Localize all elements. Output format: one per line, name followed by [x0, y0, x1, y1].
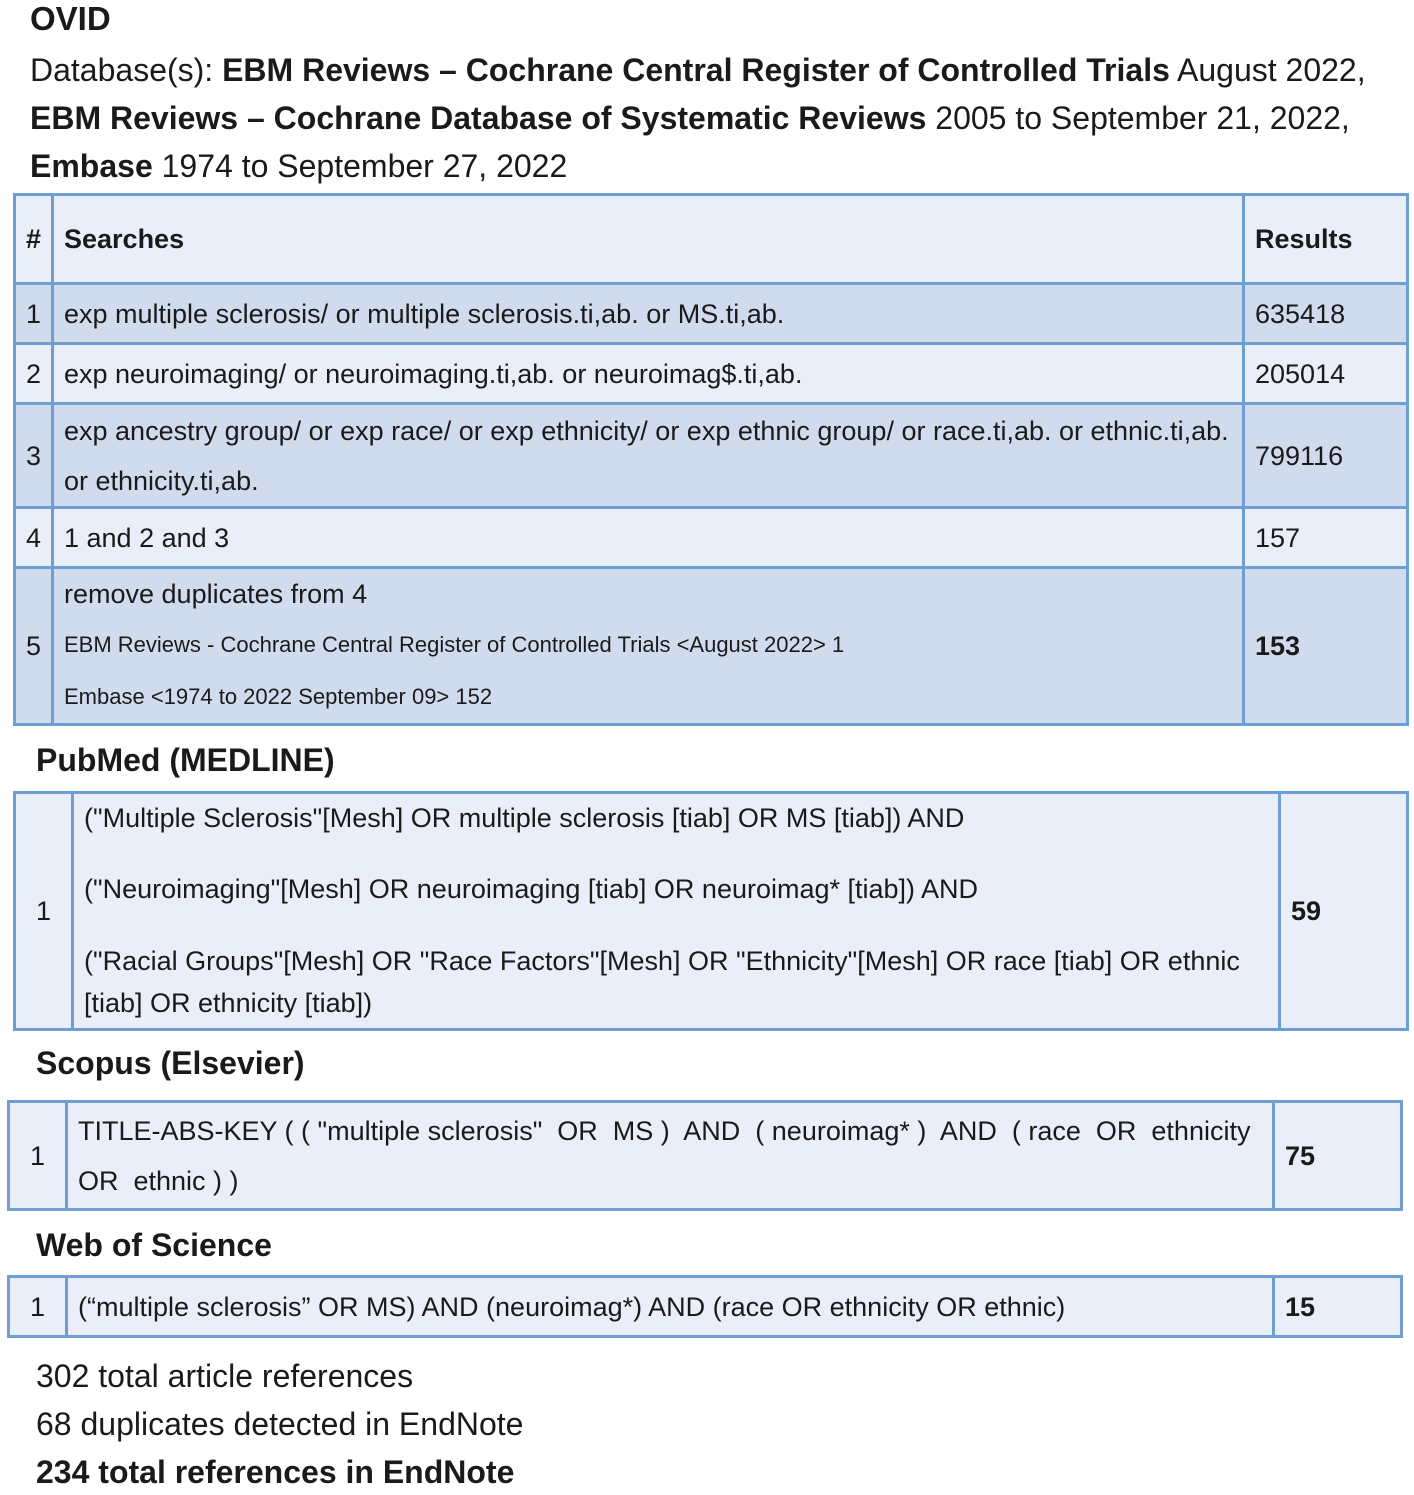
row-search: 1 and 2 and 3	[53, 508, 1244, 568]
row-search: exp neuroimaging/ or neuroimaging.ti,ab. or neuroimag$.ti,ab.	[53, 344, 1244, 404]
row-num: 1	[15, 793, 73, 1030]
row-result: 75	[1274, 1102, 1402, 1210]
table-row	[15, 344, 1408, 404]
table-header-row	[15, 195, 1408, 284]
row-search: TITLE-ABS-KEY ( ( "multiple sclerosis" OR MS ) AND ( neuroimag* ) AND ( race OR ethnicity OR ethnic ) )	[67, 1102, 1274, 1210]
pubmed-query-line-2: ("Neuroimaging"[Mesh] OR neuroimaging [tiab] OR neuroimag* [tiab]) AND	[84, 874, 979, 904]
pubmed-search-table	[13, 791, 1409, 1031]
db1-range: August 2022,	[1169, 52, 1366, 88]
header-results: Results	[1244, 195, 1408, 284]
row-search: exp multiple sclerosis/ or multiple sclerosis.ti,ab. or MS.ti,ab.	[53, 284, 1244, 344]
row-search: remove duplicates from 4	[64, 579, 368, 609]
row-num: 1	[9, 1102, 67, 1210]
wos-search-table	[7, 1275, 1403, 1338]
table-row	[9, 1102, 1402, 1210]
row-result: 799116	[1244, 404, 1408, 508]
table-row	[15, 404, 1408, 508]
ovid-title: OVID	[30, 0, 111, 37]
row-result: 157	[1244, 508, 1408, 568]
scopus-title: Scopus (Elsevier)	[36, 1045, 305, 1081]
ovid-database-description	[30, 46, 1400, 190]
db-prefix: Database(s):	[30, 52, 223, 88]
table-row	[15, 508, 1408, 568]
pubmed-query-line-3: ("Racial Groups"[Mesh] OR "Race Factors"[Mesh] OR "Ethnicity"[Mesh] OR race [tiab] OR ethnic [tiab] OR ethnicity [tiab])	[84, 946, 1240, 1018]
row-num: 3	[15, 404, 53, 508]
row-result: 15	[1274, 1277, 1402, 1337]
row-search-detail-embase: Embase <1974 to 2022 September 09> 152	[64, 684, 493, 709]
wos-title: Web of Science	[36, 1227, 272, 1263]
db2-range: 2005 to September 21, 2022,	[926, 100, 1350, 136]
table-row	[15, 793, 1408, 1030]
row-result: 635418	[1244, 284, 1408, 344]
db3-range: 1974 to September 27, 2022	[152, 148, 568, 184]
table-row	[15, 568, 1408, 725]
table-row	[9, 1277, 1402, 1337]
pubmed-title: PubMed (MEDLINE)	[36, 742, 335, 778]
scopus-search-table	[7, 1100, 1403, 1211]
table-row	[15, 284, 1408, 344]
row-num: 1	[9, 1277, 67, 1337]
summary-total: 302 total article references	[36, 1358, 414, 1394]
row-search-cell	[53, 568, 1244, 725]
row-result: 205014	[1244, 344, 1408, 404]
row-num: 2	[15, 344, 53, 404]
row-num: 4	[15, 508, 53, 568]
row-search: (“multiple sclerosis” OR MS) AND (neuroimag*) AND (race OR ethnicity OR ethnic)	[67, 1277, 1274, 1337]
db3-name: Embase	[30, 148, 153, 184]
row-num: 5	[15, 568, 53, 725]
row-num: 1	[15, 284, 53, 344]
ovid-search-table	[13, 193, 1409, 726]
header-searches: Searches	[53, 195, 1244, 284]
header-num: #	[15, 195, 53, 284]
row-search-cell	[73, 793, 1280, 1030]
summary-duplicates: 68 duplicates detected in EndNote	[36, 1406, 524, 1442]
summary-endnote-total: 234 total references in EndNote	[36, 1454, 515, 1490]
row-search: exp ancestry group/ or exp race/ or exp ethnicity/ or exp ethnic group/ or race.ti,ab. or ethnic.ti,ab. or ethnicity.ti,ab.	[53, 404, 1244, 508]
row-result: 59	[1280, 793, 1408, 1030]
row-result: 153	[1244, 568, 1408, 725]
db2-name: EBM Reviews – Cochrane Database of Systematic Reviews	[30, 100, 927, 136]
db1-name: EBM Reviews – Cochrane Central Register of Controlled Trials	[222, 52, 1170, 88]
row-search-detail-cochrane: EBM Reviews - Cochrane Central Register of Controlled Trials <August 2022> 1	[64, 632, 845, 657]
pubmed-query-line-1: ("Multiple Sclerosis"[Mesh] OR multiple sclerosis [tiab] OR MS [tiab]) AND	[84, 803, 965, 833]
